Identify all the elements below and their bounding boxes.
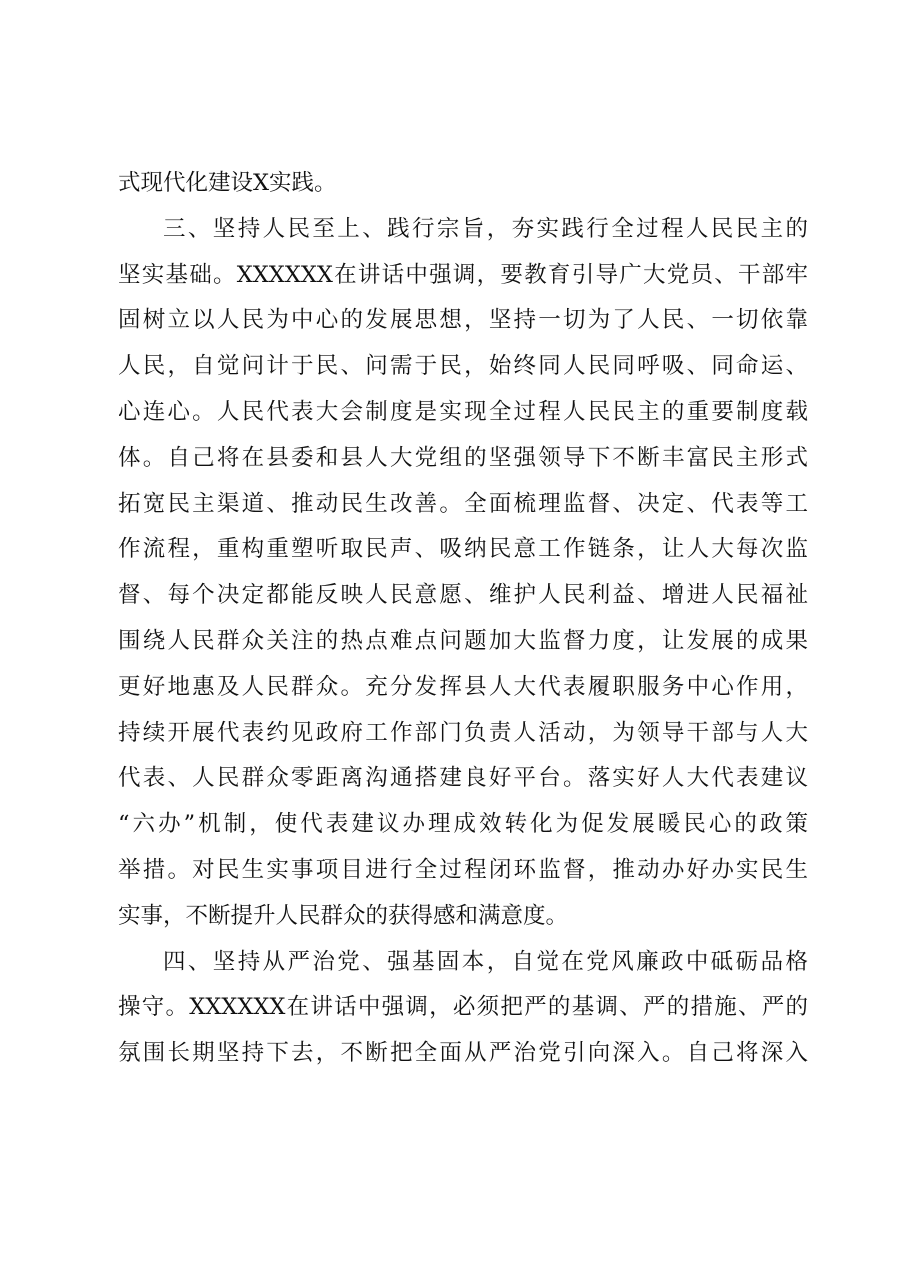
text-line: 更好地惠及人民群众。充分发挥县人大代表履职服务中心作用， [118, 673, 808, 700]
text-line: 坚实基础。XXXXXX在讲话中强调，要教育引导广大党员、干部牢 [118, 261, 808, 288]
text-line: 体。自己将在县委和县人大党组的坚强领导下不断丰富民主形式 [118, 444, 808, 471]
text-line: 作流程，重构重塑听取民声、吸纳民意工作链条，让人大每次监 [118, 536, 808, 563]
section-three-heading-line: 三、坚持人民至上、践行宗旨，夯实践行全过程人民民主的 [163, 215, 808, 242]
text-line: 固树立以人民为中心的发展思想，坚持一切为了人民、一切依靠 [118, 307, 808, 334]
text-line: 式现代化建设X实践。 [118, 170, 337, 196]
text-line: 实事，不断提升人民群众的获得感和满意度。 [118, 902, 569, 929]
text-line: 持续开展代表约见政府工作部门负责人活动，为领导干部与人大 [118, 719, 808, 746]
text-line: 代表、人民群众零距离沟通搭建良好平台。落实好人大代表建议 [118, 765, 808, 792]
text-line: 拓宽民主渠道、推动民生改善。全面梳理监督、决定、代表等工 [118, 490, 808, 517]
text-line: 举措。对民生实事项目进行全过程闭环监督，推动办好办实民生 [118, 856, 808, 883]
text-line: 人民，自觉问计于民、问需于民，始终同人民同呼吸、同命运、 [118, 353, 808, 380]
text-line: 氛围长期坚持下去，不断把全面从严治党引向深入。自己将深入 [118, 1040, 808, 1067]
text-line: 操守。XXXXXX在讲话中强调，必须把严的基调、严的措施、严的 [118, 994, 808, 1021]
text-line: “六办”机制，使代表建议办理成效转化为促发展暖民心的政策 [118, 811, 808, 838]
section-four-heading-line: 四、坚持从严治党、强基固本，自觉在党风廉政中砥砺品格 [163, 948, 808, 975]
text-line: 督、每个决定都能反映人民意愿、维护人民利益、增进人民福祉 [118, 582, 808, 609]
document-body [118, 161, 808, 1077]
text-line: 心连心。人民代表大会制度是实现全过程人民民主的重要制度载 [118, 398, 808, 425]
text-line: 围绕人民群众关注的热点难点问题加大监督力度，让发展的成果 [118, 627, 808, 654]
